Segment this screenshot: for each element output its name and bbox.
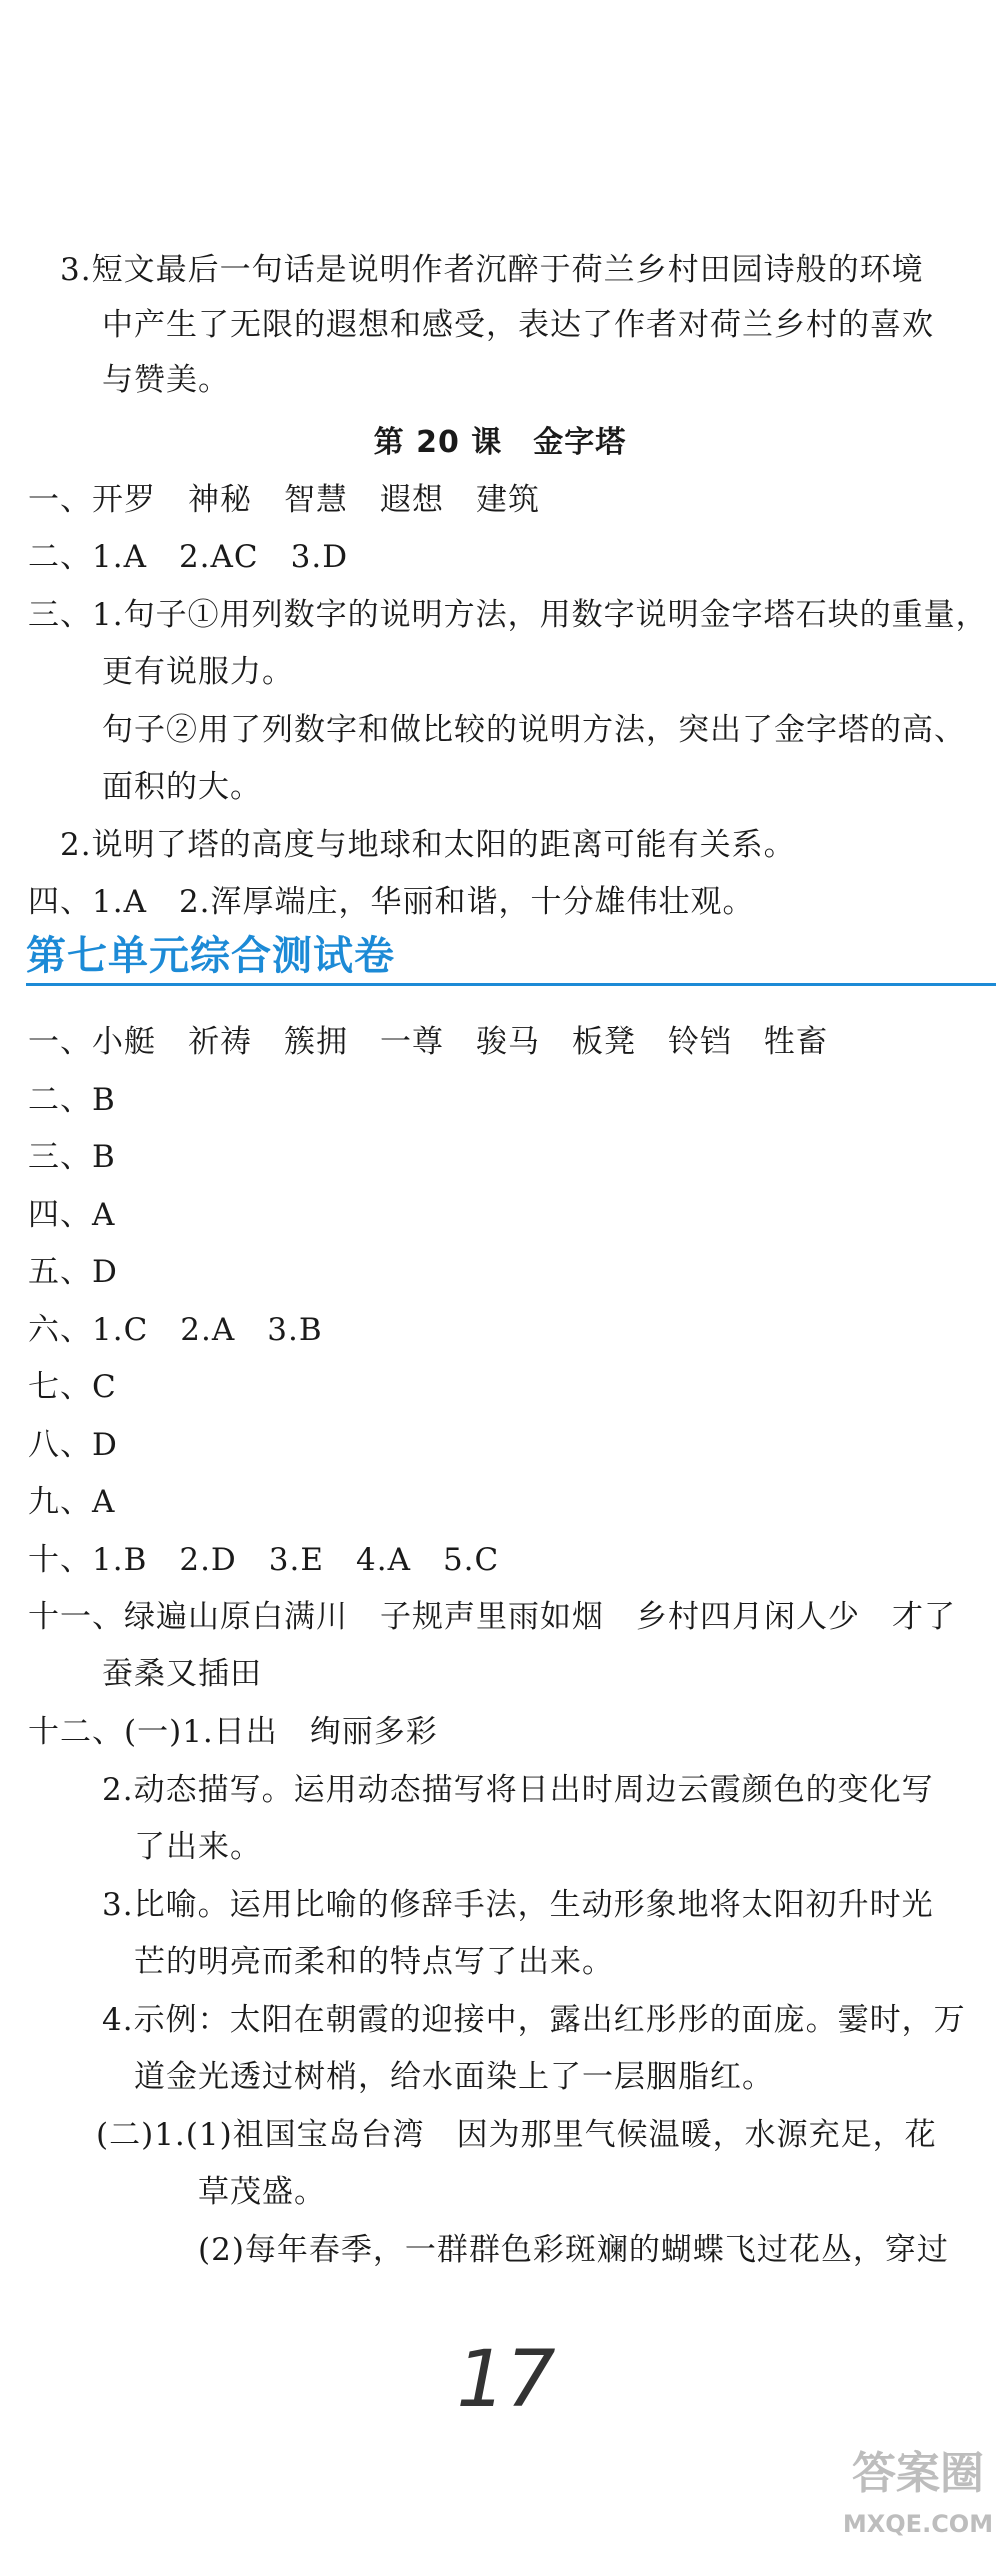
answer-line: (二)1.(1)祖国宝岛台湾 因为那里气候温暖，水源充足，花	[96, 2117, 937, 2153]
answer-line: 句子②用了列数字和做比较的说明方法，突出了金字塔的高、	[102, 712, 966, 748]
section-title: 第七单元综合测试卷	[26, 933, 395, 979]
answer-line: 七、C	[28, 1369, 117, 1405]
section-rule	[26, 983, 996, 986]
answer-line: 2.说明了塔的高度与地球和太阳的距离可能有关系。	[60, 827, 796, 863]
answer-line: 芒的明亮而柔和的特点写了出来。	[134, 1944, 614, 1980]
answer-line: 与赞美。	[102, 362, 230, 398]
watermark-url: MXQE.COM	[842, 2510, 994, 2538]
answer-line: 四、A	[28, 1197, 116, 1233]
watermark-text: 答案圈	[852, 2448, 984, 2499]
answer-line: 更有说服力。	[102, 654, 294, 690]
answer-line: 六、1.C 2.A 3.B	[28, 1312, 323, 1348]
answer-line: 道金光透过树梢，给水面染上了一层胭脂红。	[134, 2059, 774, 2095]
answer-line: 三、B	[28, 1139, 116, 1175]
answer-line: 二、1.A 2.AC 3.D	[28, 539, 349, 575]
section-header	[26, 930, 996, 986]
answer-line: 十、1.B 2.D 3.E 4.A 5.C	[28, 1542, 500, 1578]
answer-line: 二、B	[28, 1082, 116, 1118]
lesson-title: 第 20 课 金字塔	[373, 425, 627, 460]
answer-line: 草茂盛。	[198, 2174, 326, 2210]
answer-line: 十一、绿遍山原白满川 子规声里雨如烟 乡村四月闲人少 才了	[28, 1599, 956, 1635]
answer-line: 了出来。	[134, 1829, 262, 1865]
answer-line: 3.短文最后一句话是说明作者沉醉于荷兰乡村田园诗般的环境	[60, 252, 924, 288]
answer-line: 五、D	[28, 1254, 118, 1290]
watermark-logo	[838, 2440, 998, 2548]
page-number: 17	[456, 2335, 556, 2425]
answer-line: 十二、(一)1.日出 绚丽多彩	[28, 1714, 438, 1750]
answer-line: 三、1.句子①用列数字的说明方法，用数字说明金字塔石块的重量，	[28, 597, 988, 633]
answer-line: 四、1.A 2.浑厚端庄，华丽和谐，十分雄伟壮观。	[28, 884, 755, 920]
answer-line: 八、D	[28, 1427, 118, 1463]
answer-line: 3.比喻。运用比喻的修辞手法，生动形象地将太阳初升时光	[102, 1887, 934, 1923]
answer-line: 一、开罗 神秘 智慧 遐想 建筑	[28, 482, 540, 518]
answer-line: (2)每年春季，一群群色彩斑斓的蝴蝶飞过花丛，穿过	[198, 2232, 949, 2268]
answer-line: 九、A	[28, 1484, 116, 1520]
answer-line: 一、小艇 祈祷 簇拥 一尊 骏马 板凳 铃铛 牲畜	[28, 1024, 828, 1060]
answer-line: 4.示例：太阳在朝霞的迎接中，露出红彤彤的面庞。霎时，万	[102, 2002, 966, 2038]
answer-line: 蚕桑又插田	[102, 1656, 262, 1692]
answer-line: 中产生了无限的遐想和感受，表达了作者对荷兰乡村的喜欢	[102, 307, 934, 343]
answer-line: 面积的大。	[102, 769, 262, 805]
answer-line: 2.动态描写。运用动态描写将日出时周边云霞颜色的变化写	[102, 1772, 934, 1808]
